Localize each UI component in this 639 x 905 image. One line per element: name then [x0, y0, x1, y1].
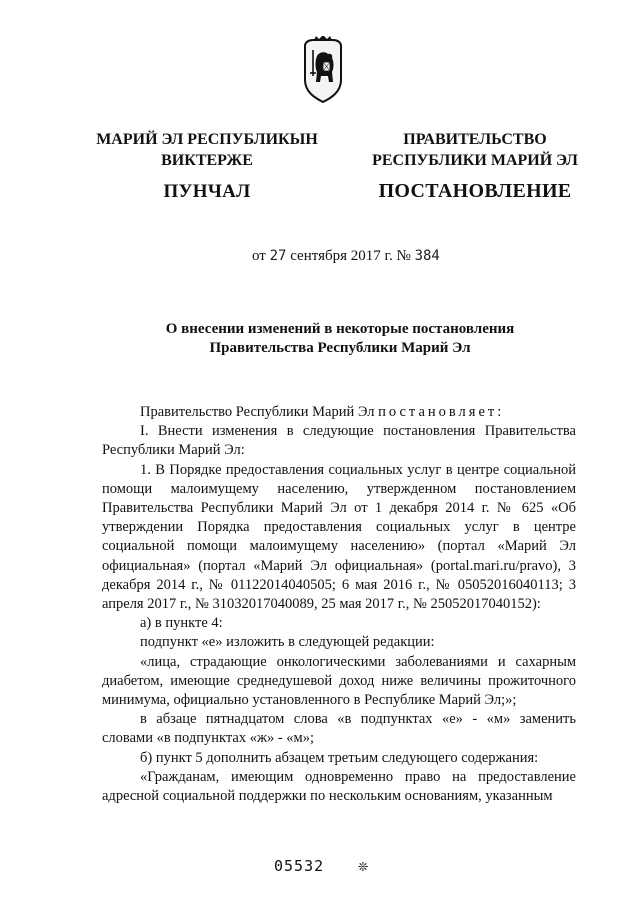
header-russian-line2: РЕСПУБЛИКИ МАРИЙ ЭЛ: [372, 152, 578, 169]
date-rest: сентября 2017 г. №: [290, 248, 411, 264]
paragraph-quote-2: «Гражданам, имеющим одновременно право на предоставление адресной социальной поддержки по нескольким основаниям, указанным: [102, 768, 576, 805]
header-russian: [355, 129, 595, 202]
preamble-text: Правительство Республики Марий Эл: [140, 404, 375, 420]
header-mari-line1: МАРИЙ ЭЛ РЕСПУБЛИКЫН: [96, 131, 318, 148]
document-body: [102, 403, 576, 806]
paragraph-item-1: I. Внести изменения в следующие постановления Правительства Республики Марий Эл:: [102, 423, 576, 459]
page-footer: [274, 856, 369, 875]
header-russian-doc-type: ПОСТАНОВЛЕНИЕ: [378, 180, 572, 202]
date-prefix: от: [252, 248, 266, 264]
paragraph-item-1-1: 1. В Порядке предоставления социальных услуг в центре социальной помощи малоимущему населению, утвержденном постановлением Правительства Республики Марий Эл от 1 декабря 2014 г. № 625 «Об утверждении Порядка предоставления социальных услуг в центре социальной помощи малоимущему населению» (портал «Марий Эл официальная» (портал «Марий Эл официальная» (portal.mari.ru/pravo), 3 декабря 2014 г., № 01122014040505; 6 мая 2016 г., № 05052016040113; 3 апреля 2017 г., № 31032017040089, 25 мая 2017 г., № 25052017040152):: [102, 461, 576, 613]
serial-number: 05532: [274, 857, 325, 875]
coat-of-arms-icon: [299, 36, 347, 104]
footer-mark-icon: ❊: [358, 856, 369, 875]
paragraph-item-15: в абзаце пятнадцатом слова «в подпунктах «е» - «м» заменить словами «в подпунктах «ж» - «м»;: [102, 711, 576, 747]
document-number: 384: [414, 248, 440, 264]
header-mari-doc-type: ПУНЧАЛ: [163, 181, 251, 202]
header-mari: [92, 129, 322, 202]
preamble-verb: постановляет:: [378, 404, 505, 420]
date-day: 27: [269, 248, 287, 264]
document-title: [100, 320, 580, 358]
paragraph-quote-1: «лица, страдающие онкологическими заболеваниями и сахарным диабетом, имеющие среднедушевой доход ниже величины прожиточного минимума, официально установленного в Республике Марий Эл;»;: [102, 653, 576, 709]
paragraph-preamble: [102, 403, 576, 422]
paragraph-sub-e: подпункт «е» изложить в следующей редакции:: [140, 634, 435, 651]
title-line1: О внесении изменений в некоторые постановления: [165, 321, 515, 337]
paragraph-sub-b: б) пункт 5 дополнить абзацем третьим следующего содержания:: [140, 749, 539, 766]
title-line2: Правительства Республики Марий Эл: [209, 340, 471, 356]
date-number-line: [252, 248, 440, 265]
paragraph-sub-a: а) в пункте 4:: [140, 615, 223, 632]
header-mari-line2: ВИКТЕРЖЕ: [161, 152, 253, 169]
header-russian-line1: ПРАВИТЕЛЬСТВО: [403, 131, 547, 148]
